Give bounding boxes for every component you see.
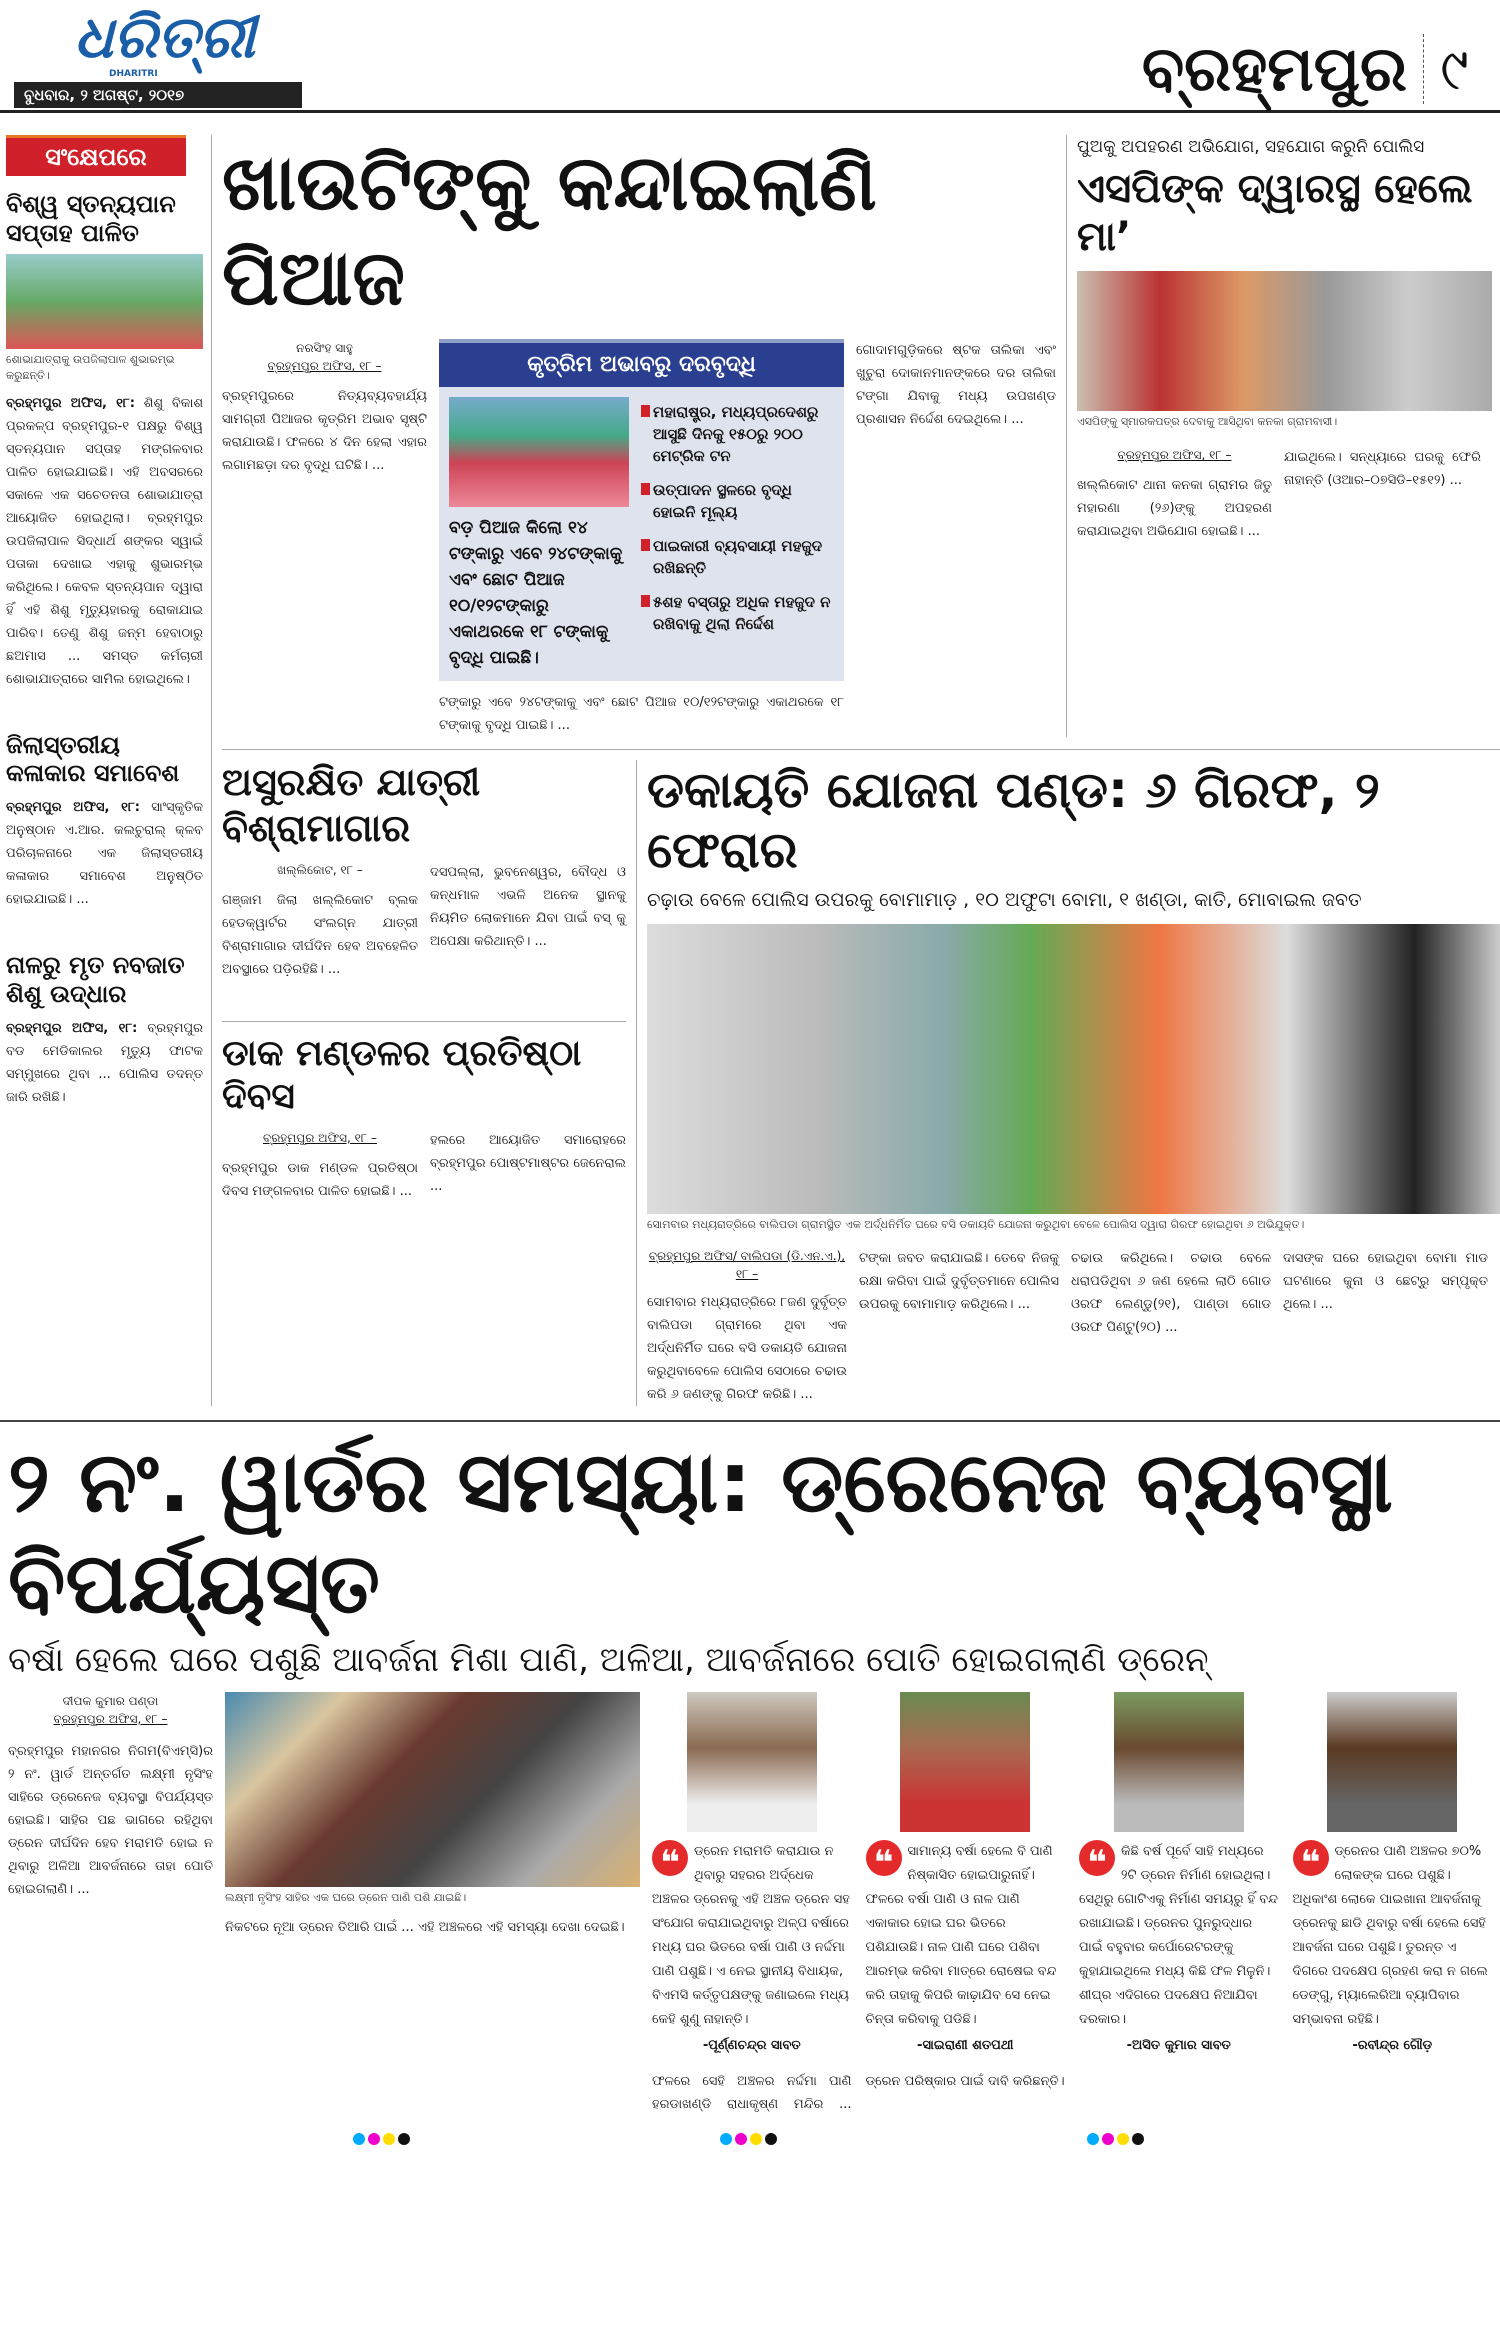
drain-byline-place: ବ୍ରହ୍ମପୁର ଅଫିସ, ୧୮ –	[53, 1711, 168, 1726]
right-headline: ଏସପିଙ୍କ ଦ୍ୱାରସ୍ଥ ହେଲେ ମା’	[1077, 166, 1473, 260]
quote-icon: ❝	[652, 1840, 688, 1876]
brief-title: ନାଳରୁ ମୃତ ନବଜାତ ଶିଶୁ ଉଦ୍ଧାର	[6, 951, 185, 1008]
quote-icon: ❝	[866, 1840, 902, 1876]
quote-text: ଡ୍ରେନର ପାଣି ଅଞ୍ଚଳର ୭୦% ଲୋକଙ୍କ ଘରେ ପଶୁଛି। ଅଧିକାଂଶ ଲୋକେ ପାଇଖାନା ଆବର୍ଜନାକୁ ଡ୍ରେନକୁ ଛାଡି ଥିବାରୁ ବର୍ଷା ହେଲେ ସେହି ଆବର୍ଜନା ଘରେ ପଶୁଛି। ତୁରନ୍ତ ଏ ଦିଗରେ ପଦକ୍ଷେପ ଗ୍ରହଣ କରା ନ ଗଲେ ଡେଙ୍ଗୁ, ମ୍ୟାଲେରିଆ ବ୍ୟାପିବାର ସମ୍ଭାବନା ରହିଛି।	[1292, 1843, 1488, 2027]
crime-byline: ବ୍ରହ୍ମପୁର ଅଫିସ/ ବାଲିପଡା (ଡି.ଏନ.ଏ.), ୧୮ –	[648, 1249, 846, 1281]
drain-story	[0, 1420, 1500, 2116]
stories-area	[212, 135, 1500, 1406]
brief-dateline: ବ୍ରହ୍ମପୁର ଅଫିସ, ୧୮:	[6, 395, 135, 411]
infobox-point: ପାଇକାରୀ ବ୍ୟବସାୟୀ ମହଜୁଦ ରଖିଛନ୍ତି	[641, 535, 831, 579]
print-color-marks	[353, 2130, 413, 2149]
right-kicker: ପୁଅକୁ ଅପହରଣ ଅଭିଯୋଗ, ସହଯୋଗ କରୁନି ପୋଲିସ	[1077, 137, 1425, 157]
resthouse-body: ଗଞ୍ଜାମ ଜିଲା ଖଲ୍ଲିକୋଟ ବ୍ଲକ ହେଡକ୍ୱାର୍ଟର ସଂଲଗ୍ନ ଯାତ୍ରୀ ବିଶ୍ରାମାଗାର ଦୀର୍ଘଦିନ ହେବ ଅବହେଳିତ ଅବସ୍ଥାରେ ପଡ଼ିରହିଛି। ...	[222, 893, 418, 978]
crime-col-1	[647, 1247, 847, 1406]
lead-byline-name: ନରସିଂହ ସାହୁ	[296, 341, 353, 355]
resident-portrait	[1114, 1692, 1244, 1832]
brief-body: ସାଂସ୍କୃତିକ ଅନୁଷ୍ଠାନ ଏ.ଆର. କଲଚୁରାଲ୍ କ୍ଳବ ପରିଚାଳନାରେ ଏକ ଜିଲାସ୍ତରୀୟ କଳାକାର ସମାବେଶ ଅନୁଷ୍ଠିତ ହୋଇଯାଇଛି। ...	[6, 800, 204, 908]
resident-portrait	[900, 1692, 1030, 1832]
infobox-points	[641, 397, 831, 671]
masthead-rule	[0, 110, 1500, 113]
quote-card	[1079, 1692, 1279, 2056]
resident-portrait	[1327, 1692, 1457, 1832]
print-marks-row	[0, 2116, 1500, 2159]
infobox-point: ୫ଶହ ବସ୍ତାରୁ ଅଧିକ ମହଜୁଦ ନ ରଖିବାକୁ ଥିଲା ନିର୍ଦ୍ଦେଶ	[641, 591, 831, 635]
right-story	[1077, 135, 1492, 737]
right-col-1	[1077, 446, 1272, 543]
quote-card	[652, 1692, 852, 2056]
right-byline: ବ୍ରହ୍ମପୁର ଅଫିସ, ୧୮ –	[1117, 448, 1232, 462]
crime-story	[647, 760, 1500, 1406]
drain-col-1	[8, 1692, 213, 2116]
newspaper-logo: ଧରିତ୍ରୀ	[74, 3, 256, 71]
flooded-house-photo	[225, 1692, 640, 1887]
drain-byline-name: ଦୀପକ କୁମାର ପଣ୍ଡା	[62, 1693, 159, 1708]
postal-columns	[222, 1129, 626, 1203]
postal-byline: ବ୍ରହ୍ମପୁର ଅଫିସ, ୧୮ –	[263, 1130, 377, 1145]
infobox-summary: ବଡ଼ ପିଆଜ କିଲୋ ୧୪ ଟଙ୍କାରୁ ଏବେ ୨୪ଟଙ୍କାକୁ ଏବଂ ଛୋଟ ପିଆଜ ୧୦/୧୨ଟଙ୍କାରୁ ଏକାଥରକେ ୧୮ ଟଙ୍କାକୁ ବୃଦ୍ଧି ପାଇଛି।	[449, 518, 623, 668]
brief-1	[6, 190, 203, 691]
quote-text: ସାମାନ୍ୟ ବର୍ଷା ହେଲେ ବି ପାଣି ନିଷ୍କାସିତ ହୋଇପାରୁନାହିଁ। ଫଳରେ ବର୍ଷା ପାଣି ଓ ନାଳ ପାଣି ଏକାକାର ହୋଇ ଘର ଭିତରେ ପଶିଯାଉଛି। ନାଳ ପାଣି ଘରେ ପଶିବା ଆରମ୍ଭ କରିବା ମାତ୍ରେ ରୋଷେଇ ବନ୍ଦ କରି ତାହାକୁ କିପରି କାଢ଼ାଯିବ ସେ ନେଇ ଚିନ୍ତା କରିବାକୁ ପଡିଛି।	[865, 1843, 1057, 2027]
resthouse-byline: ଖଲ୍ଲିକୋଟ, ୧୮ –	[277, 863, 363, 878]
drain-body: ଫଳରେ ସେହି ଅଞ୍ଚଳର ନର୍ଦ୍ଦମା ପାଣି ହରଡାଖଣ୍ଡି ରାଧାକୃଷ୍ଣ ମନ୍ଦିର ... ଡ୍ରେନ ପରିଷ୍କାର ପାଇଁ ଦାବି କରିଛନ୍ତି।	[652, 2073, 1065, 2112]
drain-col-3	[652, 1692, 1492, 2116]
drain-body: ନିକଟରେ ନୂଆ ଡ୍ରେନ ତିଆରି ପାଇଁ ... ଏହି ଅଞ୍ଚଳରେ ଏହି ସମସ୍ୟା ଦେଖା ଦେଇଛି।	[225, 1919, 625, 1935]
briefs-column	[0, 135, 212, 1406]
brief-body: ବ୍ରହ୍ମପୁର ବଡ ମେଡିକାଲର ମୃତ୍ୟୁ ଫାଟକ ସମ୍ମୁଖରେ ଥିବା ... ପୋଲିସ ତଦନ୍ତ ଜାରି ରଖିଛି।	[6, 1020, 203, 1105]
crime-body: ଚଢାଉ କରିଥିଲେ। ଚଢାଉ ବେଳେ ଧରାପଡିଥିବା ୬ ଜଣ ହେଲେ ଲାଠି ଗୋଡ ଓରଫ ଲେଣ୍ଡୁ(୨୧), ପାଣ୍ଡା ଗୋଡ ଓରଫ ପିଣ୍ଟୁ(୨୦) ...	[1071, 1251, 1271, 1335]
right-body: ଯାଇଥିଲେ। ସନ୍ଧ୍ୟାରେ ଘରକୁ ଫେରି ନାହାନ୍ତି (ଓଆର–୦୭ସିଡି–୧୫୧୨) ...	[1284, 450, 1481, 488]
resthouse-col-1	[222, 861, 418, 981]
lead-headline: ଖାଉଟିଙ୍କୁ କନ୍ଦାଇଲାଣି ପିଆଜ	[222, 138, 877, 322]
resident-portrait	[687, 1692, 817, 1832]
brief-photo	[6, 254, 203, 349]
lead-body: ଗୋଦାମଗୁଡ଼ିକରେ ଷ୍ଟକ ତାଲିକା ଏବଂ ଖୁଚୁରା ଦୋକାନମାନଙ୍କରେ ଦର ତାଲିକା ଟଙ୍ଗା ଯିବାକୁ ମଧ୍ୟ ଉପଖଣ୍ଡ ପ୍ରଶାସନ ନିର୍ଦ୍ଦେଶ ଦେଇଥିଲେ। ...	[856, 343, 1056, 427]
briefs-tag: ସଂକ୍ଷେପରେ	[6, 135, 186, 176]
lead-col-2	[439, 339, 844, 737]
print-color-marks	[720, 2130, 780, 2149]
crime-body: ଦାସଙ୍କ ଘରେ ହୋଇଥିବା ବୋମା ମାଡ ଘଟଣାରେ କୁନା ଓ ଛେଟ୍ରୁ ସମ୍ପୃକ୍ତ ଥିଲେ। ...	[1283, 1251, 1488, 1312]
top-row	[222, 135, 1500, 737]
drain-photo-caption: ଲକ୍ଷ୍ମୀ ନୃସିଂହ ସାହିର ଏକ ଘରେ ଡ୍ରେନ ପାଣି ପଶି ଯାଇଛି।	[225, 1890, 467, 1904]
lead-body: ବ୍ରହ୍ମପୁରରେ ନିତ୍ୟବ୍ୟବହାର୍ଯ୍ୟ ସାମଗ୍ରୀ ପିଆଜର କୃତ୍ରିମ ଅଭାବ ସୃଷ୍ଟି କରାଯାଉଛି। ଫଳରେ ୪ ଦିନ ହେଲା ଏହାର ଲଗାମଛଡ଼ା ଦର ବୃଦ୍ଧି ଘଟିଛି। ...	[222, 389, 427, 473]
masthead	[0, 0, 1500, 108]
resthouse-body: ଦସପଲ୍ଲା, ଭୁବନେଶ୍ୱର, ବୌଦ୍ଧ ଓ କନ୍ଧମାଳ ଏଭଳି ଅନେକ ସ୍ଥାନକୁ ନିୟମିତ ଲୋକମାନେ ଯିବା ପାଇଁ ବସ୍ କୁ ଅପେକ୍ଷା କରିଥାନ୍ତି। ...	[430, 865, 626, 950]
quote-icon: ❝	[1293, 1840, 1329, 1876]
issue-date: ବୁଧବାର, ୨ ଅଗଷ୍ଟ, ୨୦୧୭	[14, 82, 302, 108]
drain-col-2	[225, 1692, 640, 2116]
lead-byline-place: ବ୍ରହ୍ମପୁର ଅଫିସ, ୧୮ –	[267, 359, 382, 373]
postal-body: ବ୍ରହ୍ମପୁର ଡାକ ମଣ୍ଡଳ ପ୍ରତିଷ୍ଠା ଦିବସ ମଙ୍ଗଳବାର ପାଳିତ ହୋଇଛି। ...	[222, 1160, 418, 1199]
accused-photo	[647, 924, 1500, 1214]
quote-author: -ଅସିତ କୁମାର ସାବତ	[1126, 2037, 1231, 2053]
brief-dateline: ବ୍ରହ୍ମପୁର ଅଫିସ, ୧୮:	[6, 1020, 138, 1036]
logo-english: DHARITRI	[109, 69, 158, 79]
postal-body: ହଲରେ ଆୟୋଜିତ ସମାରୋହରେ ବ୍ରହ୍ମପୁର ପୋଷ୍ଟମାଷ୍ଟର ଜେନେରାଲ ...	[430, 1132, 626, 1194]
middle-row	[222, 749, 1500, 1406]
quote-icon: ❝	[1079, 1840, 1115, 1876]
crime-body: ଟଙ୍କା ଜବତ କରାଯାଇଛି। ତେବେ ନିଜକୁ ରକ୍ଷା କରିବା ପାଇଁ ଦୁର୍ବୃତ୍ତମାନେ ପୋଲିସ ଉପରକୁ ବୋମାମାଡ଼ କରିଥିଲେ। ...	[859, 1251, 1059, 1312]
brief-dateline: ବ୍ରହ୍ମପୁର ଅଫିସ, ୧୮:	[6, 800, 140, 816]
quote-text: ଡ୍ରେନ ମରାମତି କରାଯାଉ ନ ଥିବାରୁ ସହରର ଅର୍ଦ୍ଧେକ ଅଞ୍ଚଳର ଡ୍ରେନକୁ ଏହି ଅଞ୍ଚଳ ଡ୍ରେନ ସହ ସଂଯୋଗ କରାଯାଇଥିବାରୁ ଅଳ୍ପ ବର୍ଷାରେ ମଧ୍ୟ ଘର ଭିତରେ ବର୍ଷା ପାଣି ଓ ନର୍ଦ୍ଦମା ପାଣି ପଶୁଛି। ଏ ନେଇ ସ୍ଥାନୀୟ ବିଧାୟକ, ବିଏମସି କର୍ତ୍ତୃପକ୍ଷଙ୍କୁ ଜଣାଇଲେ ମଧ୍ୟ କେହି ଶୁଣୁ ନାହାନ୍ତି।	[652, 1843, 850, 2027]
lead-infobox	[439, 339, 844, 681]
resthouse-headline: ଅସୁରକ୍ଷିତ ଯାତ୍ରୀ ବିଶ୍ରାମାଗାର	[222, 760, 481, 850]
lead-columns	[222, 339, 1056, 737]
brief-title: ବିଶ୍ୱ ସ୍ତନ୍ୟପାନ ସପ୍ତାହ ପାଳିତ	[6, 190, 176, 247]
brief-2	[6, 731, 203, 912]
right-body: ଖଲ୍ଲିକୋଟ ଥାନା କନକା ଗ୍ରାମର ଜିତୁ ମହାରଣା (୨୬)ଙ୍କୁ ଅପହରଣ କରାଯାଇଥିବା ଅଭିଯୋଗ ହୋଇଛି। ...	[1077, 478, 1272, 539]
masthead-left	[14, 3, 304, 108]
infobox-point: ମହାରାଷ୍ଟ୍ର, ମଧ୍ୟପ୍ରଦେଶରୁ ଆସୁଛି ଦିନକୁ ୧୫୦ରୁ ୨୦୦ ମେଟ୍ରିକ ଟନ	[641, 401, 831, 467]
infobox-point: ଉତ୍ପାଦନ ସ୍ଥଳରେ ବୃଦ୍ଧି ହୋଇନି ମୂଲ୍ୟ	[641, 479, 831, 523]
lead-story	[222, 135, 1067, 737]
crime-headline: ଡକାୟତି ଯୋଜନା ପଣ୍ଡ: ୬ ଗିରଫ, ୨ ଫେରାର	[647, 761, 1380, 879]
drain-headline: ୨ ନଂ. ୱାର୍ଡର ସମସ୍ୟା: ଡ୍ରେନେଜ ବ୍ୟବସ୍ଥା ବିପର୍ଯ୍ୟସ୍ତ	[8, 1433, 1393, 1632]
residents-quotes	[652, 1692, 1492, 2056]
lead-body: ଟଙ୍କାରୁ ଏବେ ୨୪ଟଙ୍କାକୁ ଏବଂ ଛୋଟ ପିଆଜ ୧୦/୧୨ଟଙ୍କାରୁ ଏକାଥରକେ ୧୮ ଟଙ୍କାକୁ ବୃଦ୍ଧି ପାଇଛି। ...	[439, 695, 844, 733]
middle-left-stack	[222, 760, 637, 1406]
right-columns	[1077, 446, 1492, 543]
postal-headline: ଡାକ ମଣ୍ଡଳର ପ୍ରତିଷ୍ଠା ଦିବସ	[222, 1021, 626, 1118]
crime-caption: ସୋମବାର ମଧ୍ୟରାତ୍ରିରେ ବାଲିପଡା ଗ୍ରାମସ୍ଥିତ ଏକ ଅର୍ଦ୍ଧନିର୍ମିତ ଘରେ ବସି ଡକାୟତି ଯୋଜନା କରୁଥିବା ବେଳେ ପୋଲିସ ଦ୍ୱାରା ଗିରଫ ହୋଇଥିବା ୬ ଅଭିଯୁକ୍ତ।	[647, 1218, 1305, 1231]
quote-card	[1293, 1692, 1493, 2056]
page-separator	[1423, 34, 1424, 104]
brief-body: ଶିଶୁ ବିକାଶ ପ୍ରକଳ୍ପ ବ୍ରହ୍ମପୁର-୧ ପକ୍ଷରୁ ବିଶ୍ୱ ସ୍ତନ୍ୟପାନ ସପ୍ତାହ ମଙ୍ଗଳବାର ପାଳିତ ହୋଇଯାଇଛି। ଏହି ଅବସରରେ ସକାଳେ ଏକ ସଚେତନତା ଶୋଭାଯାତ୍ରା ଆୟୋଜିତ ହୋଇଥିଲା। ବ୍ରହ୍ମପୁର ଉପଜିଲାପାଳ ସିଦ୍ଧାର୍ଥ ଶଙ୍କର ସ୍ୱାଇଁ ପତାକା ଦେଖାଇ ଏହାକୁ ଶୁଭାରମ୍ଭ କରିଥିଲେ। କେବଳ ସ୍ତନ୍ୟପାନ ଦ୍ୱାରା ହିଁ ଏହି ଶିଶୁ ମୃତ୍ୟୁହାରକୁ ରୋକାଯାଇ ପାରିବ। ତେଣୁ ଶିଶୁ ଜନ୍ମ ହେବାଠାରୁ ଛଅମାସ ... ସମସ୍ତ କର୍ମଚାରୀ ଶୋଭାଯାତ୍ରାରେ ସାମିଲ ହୋଇଥିଲେ।	[6, 395, 203, 687]
crime-columns	[647, 1247, 1500, 1406]
quote-author: -ସାଇରାଣୀ ଶତପଥୀ	[917, 2037, 1014, 2053]
brief-caption: ଶୋଭାଯାତ୍ରାକୁ ଉପଜିଲାପାଳ ଶୁଭାରମ୍ଭ କରୁଛନ୍ତି।	[6, 352, 175, 382]
quote-card	[866, 1692, 1066, 2056]
print-color-marks	[1087, 2130, 1147, 2149]
masthead-right	[1142, 34, 1490, 108]
crime-subhead: ଚଢ଼ାଉ ବେଳେ ପୋଲିସ ଉପରକୁ ବୋମାମାଡ଼ , ୧୦ ଅଫୁଟା ବୋମା, ୧ ଖଣ୍ଡା, କାତି, ମୋବାଇଲ ଜବତ	[647, 889, 1362, 911]
onion-photo	[449, 397, 629, 507]
villagers-photo	[1077, 271, 1492, 411]
quote-author: -ରବୀନ୍ଦ୍ର ଗୌଡ଼	[1352, 2037, 1433, 2053]
drain-subhead: ବର୍ଷା ହେଲେ ଘରେ ପଶୁଛି ଆବର୍ଜନା ମିଶା ପାଣି, ଅଳିଆ, ଆବର୍ଜନାରେ ପୋତି ହୋଇଗଲାଣି ଡ୍ରେନ୍	[8, 1639, 1209, 1680]
resthouse-columns	[222, 861, 626, 981]
drain-body: ବ୍ରହ୍ମପୁର ମହାନଗର ନିଗମ(ବିଏମ୍‌ସି)ର ୨ ନଂ. ୱାର୍ଡ ଅନ୍ତର୍ଗତ ଲକ୍ଷ୍ମୀ ନୃସିଂହ ସାହିରେ ଡ୍ରେନେଜ ବ୍ୟବସ୍ଥା ବିପର୍ଯ୍ୟସ୍ତ ହୋଇଛି। ସାହିର ପଛ ଭାଗରେ ରହିଥିବା ଡ୍ରେନ ଦୀର୍ଘଦିନ ହେବ ମରାମତି ହୋଇ ନ ଥିବାରୁ ଅଳିଆ ଆବର୍ଜନାରେ ତାହା ପୋତି ହୋଇଗଲାଣି। ...	[8, 1743, 213, 1897]
quote-text: କିଛି ବର୍ଷ ପୂର୍ବେ ସାହି ମଧ୍ୟରେ ୨ଟି ଡ୍ରେନ ନିର୍ମାଣ ହୋଇଥିଲା। ସେଥିରୁ ଗୋଟିଏକୁ ନିର୍ମାଣ ସମୟରୁ ହିଁ ବନ୍ଦ ରଖାଯାଇଛି। ଡ୍ରେନର ପୁନରୁଦ୍ଧାର ପାଇଁ ବହୁବାର କର୍ପୋରେଟରଙ୍କୁ କୁହାଯାଇଥିଲେ ମଧ୍ୟ କିଛି ଫଳ ମିଳୁନି। ଶୀଘ୍ର ଏଦିଗରେ ପଦକ୍ଷେପ ନିଆଯିବା ଦରକାର।	[1079, 1843, 1278, 2027]
main-area	[0, 135, 1500, 1406]
right-caption: ଏସପିଙ୍କୁ ସ୍ମାରକପତ୍ର ଦେବାକୁ ଆସିଥିବା କନକା ଗ୍ରାମବାସୀ।	[1077, 415, 1338, 428]
page-number: ୯	[1440, 35, 1469, 103]
brief-title: ଜିଲାସ୍ତରୀୟ କଳାକାର ସମାବେଶ	[6, 730, 180, 788]
crime-body: ସୋମବାର ମଧ୍ୟରାତ୍ରିରେ ୮ଜଣ ଦୁର୍ବୃତ୍ତ ବାଲିପଡା ଗ୍ରାମରେ ଥିବା ଏକ ଅର୍ଦ୍ଧନିର୍ମିତ ଘରେ ବସି ଡକାୟତି ଯୋଜନା କରୁଥିବାବେଳେ ପୋଲିସ ସେଠାରେ ଚଢାଉ କରି ୬ ଜଣଙ୍କୁ ଗିରଫ କରିଛି। ...	[647, 1295, 847, 1402]
postal-col-1	[222, 1129, 418, 1203]
infobox-title: କୃତ୍ରିମ ଅଭାବରୁ ଦରବୃଦ୍ଧି	[439, 339, 844, 387]
drain-columns	[8, 1692, 1500, 2116]
quote-author: -ପୂର୍ଣ୍ଣଚନ୍ଦ୍ର ସାବତ	[702, 2037, 801, 2053]
brief-3	[6, 951, 203, 1109]
edition-city: ବ୍ରହ୍ମପୁର	[1141, 32, 1407, 105]
lead-col-1	[222, 339, 427, 737]
